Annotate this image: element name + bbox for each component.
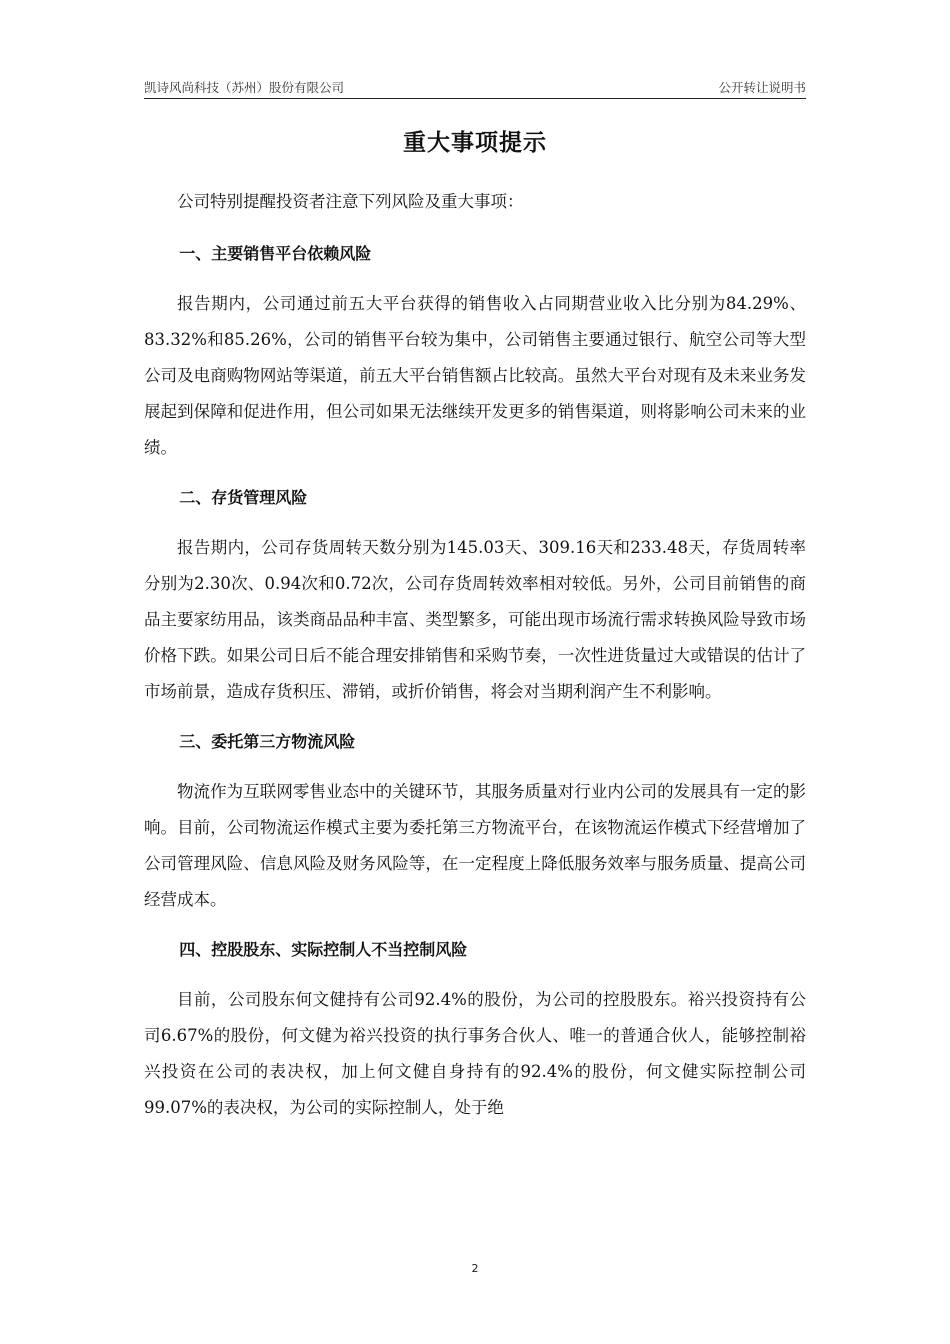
section-heading: 三、委托第三方物流风险 (179, 732, 356, 751)
section-heading: 四、控股股东、实际控制人不当控制风险 (179, 940, 468, 959)
section-heading: 二、存货管理风险 (179, 488, 308, 507)
header-company-name: 凯诗风尚科技（苏州）股份有限公司 (144, 80, 345, 95)
page-header (144, 76, 806, 99)
section-sales-platform-risk (144, 236, 806, 466)
section-inventory-risk (144, 480, 806, 710)
section-heading: 一、主要销售平台依赖风险 (179, 244, 372, 263)
page-title: 重大事项提示 (403, 130, 547, 156)
section-paragraph: 物流作为互联网零售业态中的关键环节，其服务质量对行业内公司的发展具有一定的影响。目前，公司物流运作模式主要为委托第三方物流平台，在该物流运作模式下经营增加了公司管理风险、信息风险及财务风险等，在一定程度上降低服务效率与服务质量、提高公司经营成本。 (144, 782, 806, 909)
header-document-type: 公开转让说明书 (718, 80, 806, 95)
section-controlling-shareholder-risk (144, 932, 806, 1126)
section-paragraph: 报告期内，公司存货周转天数分别为145.03天、309.16天和233.48天，存货周转率分别为2.30次、0.94次和0.72次，公司存货周转效率相对较低。另外，公司目前销售的商品主要家纺用品，该类商品品种丰富、类型繁多，可能出现市场流行需求转换风险导致市场价格下跌。如果公司日后不能合理安排销售和采购节奏，一次性进货量过大或错误的估计了市场前景，造成存货积压、滞销，或折价销售，将会对当期利润产生不利影响。 (144, 538, 806, 701)
section-paragraph: 目前，公司股东何文健持有公司92.4%的股份，为公司的控股股东。裕兴投资持有公司6.67%的股份，何文健为裕兴投资的执行事务合伙人、唯一的普通合伙人，能够控制裕兴投资在公司的表决权，加上何文健自身持有的92.4%的股份，何文健实际控制公司99.07%的表决权，为公司的实际控制人，处于绝 (144, 990, 806, 1117)
section-paragraph: 报告期内，公司通过前五大平台获得的销售收入占同期营业收入比分别为84.29%、83.32%和85.26%，公司的销售平台较为集中，公司销售主要通过银行、航空公司等大型公司及电商购物网站等渠道，前五大平台销售额占比较高。虽然大平台对现有及未来业务发展起到保障和促进作用，但公司如果无法继续开发更多的销售渠道，则将影响公司未来的业绩。 (144, 294, 806, 457)
document-body (144, 184, 806, 1140)
page-number: 2 (471, 1262, 479, 1275)
intro-paragraph: 公司特别提醒投资者注意下列风险及重大事项： (177, 192, 524, 211)
section-logistics-risk (144, 724, 806, 918)
